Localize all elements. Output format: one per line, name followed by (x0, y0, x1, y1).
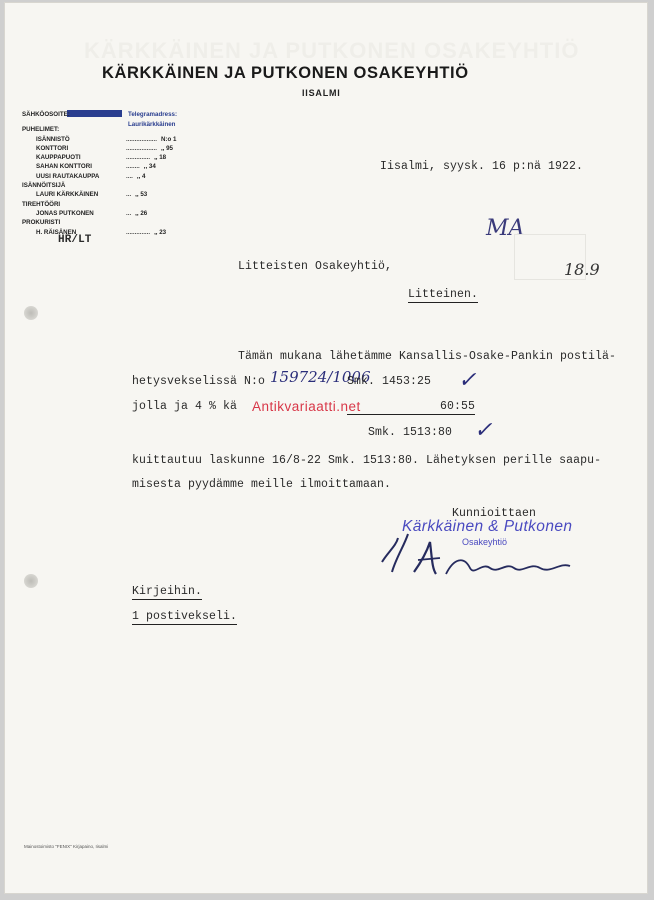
initials-annotation: MA (486, 216, 525, 241)
manager-label: ISÄNNÖITSIJÄ (22, 182, 66, 190)
company-name: KÄRKKÄINEN JA PUTKONEN OSAKEYHTIÖ (102, 64, 469, 82)
body-line-4: Smk. 1513:80 (368, 426, 453, 439)
reference-code: HR/LT (58, 234, 92, 246)
company-stamp-sub: Osakeyhtiö (462, 537, 508, 547)
cheque-number: 159724/1006 (270, 368, 371, 386)
letter-sheet (4, 2, 648, 894)
body-line-6: misesta pyydämme meille ilmoittamaan. (132, 478, 392, 491)
procurist-label: PROKURISTI (22, 219, 61, 227)
received-annotation: 18.9 (564, 260, 600, 279)
body-line-3b: 60:55 (347, 400, 475, 415)
punch-hole (24, 306, 38, 320)
phone-row: KAUPPAPUOTI .............. ,, 18 (36, 154, 167, 162)
phone-row: SAHAN KONTTORI ........ ,, 34 (36, 163, 156, 171)
company-stamp: Kärkkäinen & Putkonen (402, 518, 573, 535)
date-line: Iisalmi, syysk. 16 p:nä 1922. (380, 160, 584, 173)
director-row: JONAS PUTKONEN ... ,, 26 (36, 209, 148, 217)
telegram-alt-label: Telegramadress: (128, 111, 178, 118)
enclosure-item: 1 postivekseli. (132, 610, 238, 623)
manager-row: LAURI KÄRKKÄINEN ... ,, 53 (36, 191, 148, 199)
telegram-address: Laurikärkkäinen (128, 120, 176, 128)
faded-stamp (514, 234, 586, 280)
closing: Kunnioittaen (452, 507, 537, 520)
body-line-2b: Smk. 1453:25 (347, 375, 432, 388)
body-line-1: Tämän mukana lähetämme Kansallis-Osake-Pankin postilä- (238, 350, 617, 363)
procurist-row: H. RÄISÄNEN .............. ,, 23 (36, 228, 167, 236)
recipient-place: Litteinen. (408, 288, 479, 301)
body-line-3a: jolla ja 4 % kä (132, 400, 238, 413)
recipient-name: Litteisten Osakeyhtiö, (238, 260, 393, 273)
punch-hole (24, 574, 38, 588)
printer-footer: Mainostoimisto "FENIX" Kirjapaino, Iisalmi (24, 844, 109, 849)
phone-row: UUSI RAUTAKAUPPA .... ,, 4 (36, 172, 146, 180)
company-city: IISALMI (302, 88, 341, 98)
signature (374, 528, 594, 586)
body-line-5: kuittautuu laskunne 16/8-22 Smk. 1513:80. Lähetyksen perille saapu- (132, 454, 602, 467)
enclosures-label: Kirjeihin. (132, 585, 203, 598)
body-line-2a: hetysvekselissä N:o (132, 375, 266, 388)
check-mark-2: ✓ (474, 418, 493, 443)
director-label: TIREHTÖÖRI (22, 200, 61, 208)
phone-row: ISÄNNISTÖ .................. N:o 1 (36, 135, 177, 143)
watermark: Antikvariaatti.net (252, 399, 361, 414)
telegram-label: SÄHKÖOSOITE: (22, 111, 70, 118)
phone-row: KONTTORI .................. ,, 95 (36, 144, 173, 152)
check-mark-1: ✓ (458, 368, 477, 393)
bleed-through-text: KÄRKKÄINEN JA PUTKONEN OSAKEYHTIÖ (84, 38, 580, 63)
phones-label: PUHELIMET: (22, 126, 60, 134)
contact-block (22, 110, 222, 237)
